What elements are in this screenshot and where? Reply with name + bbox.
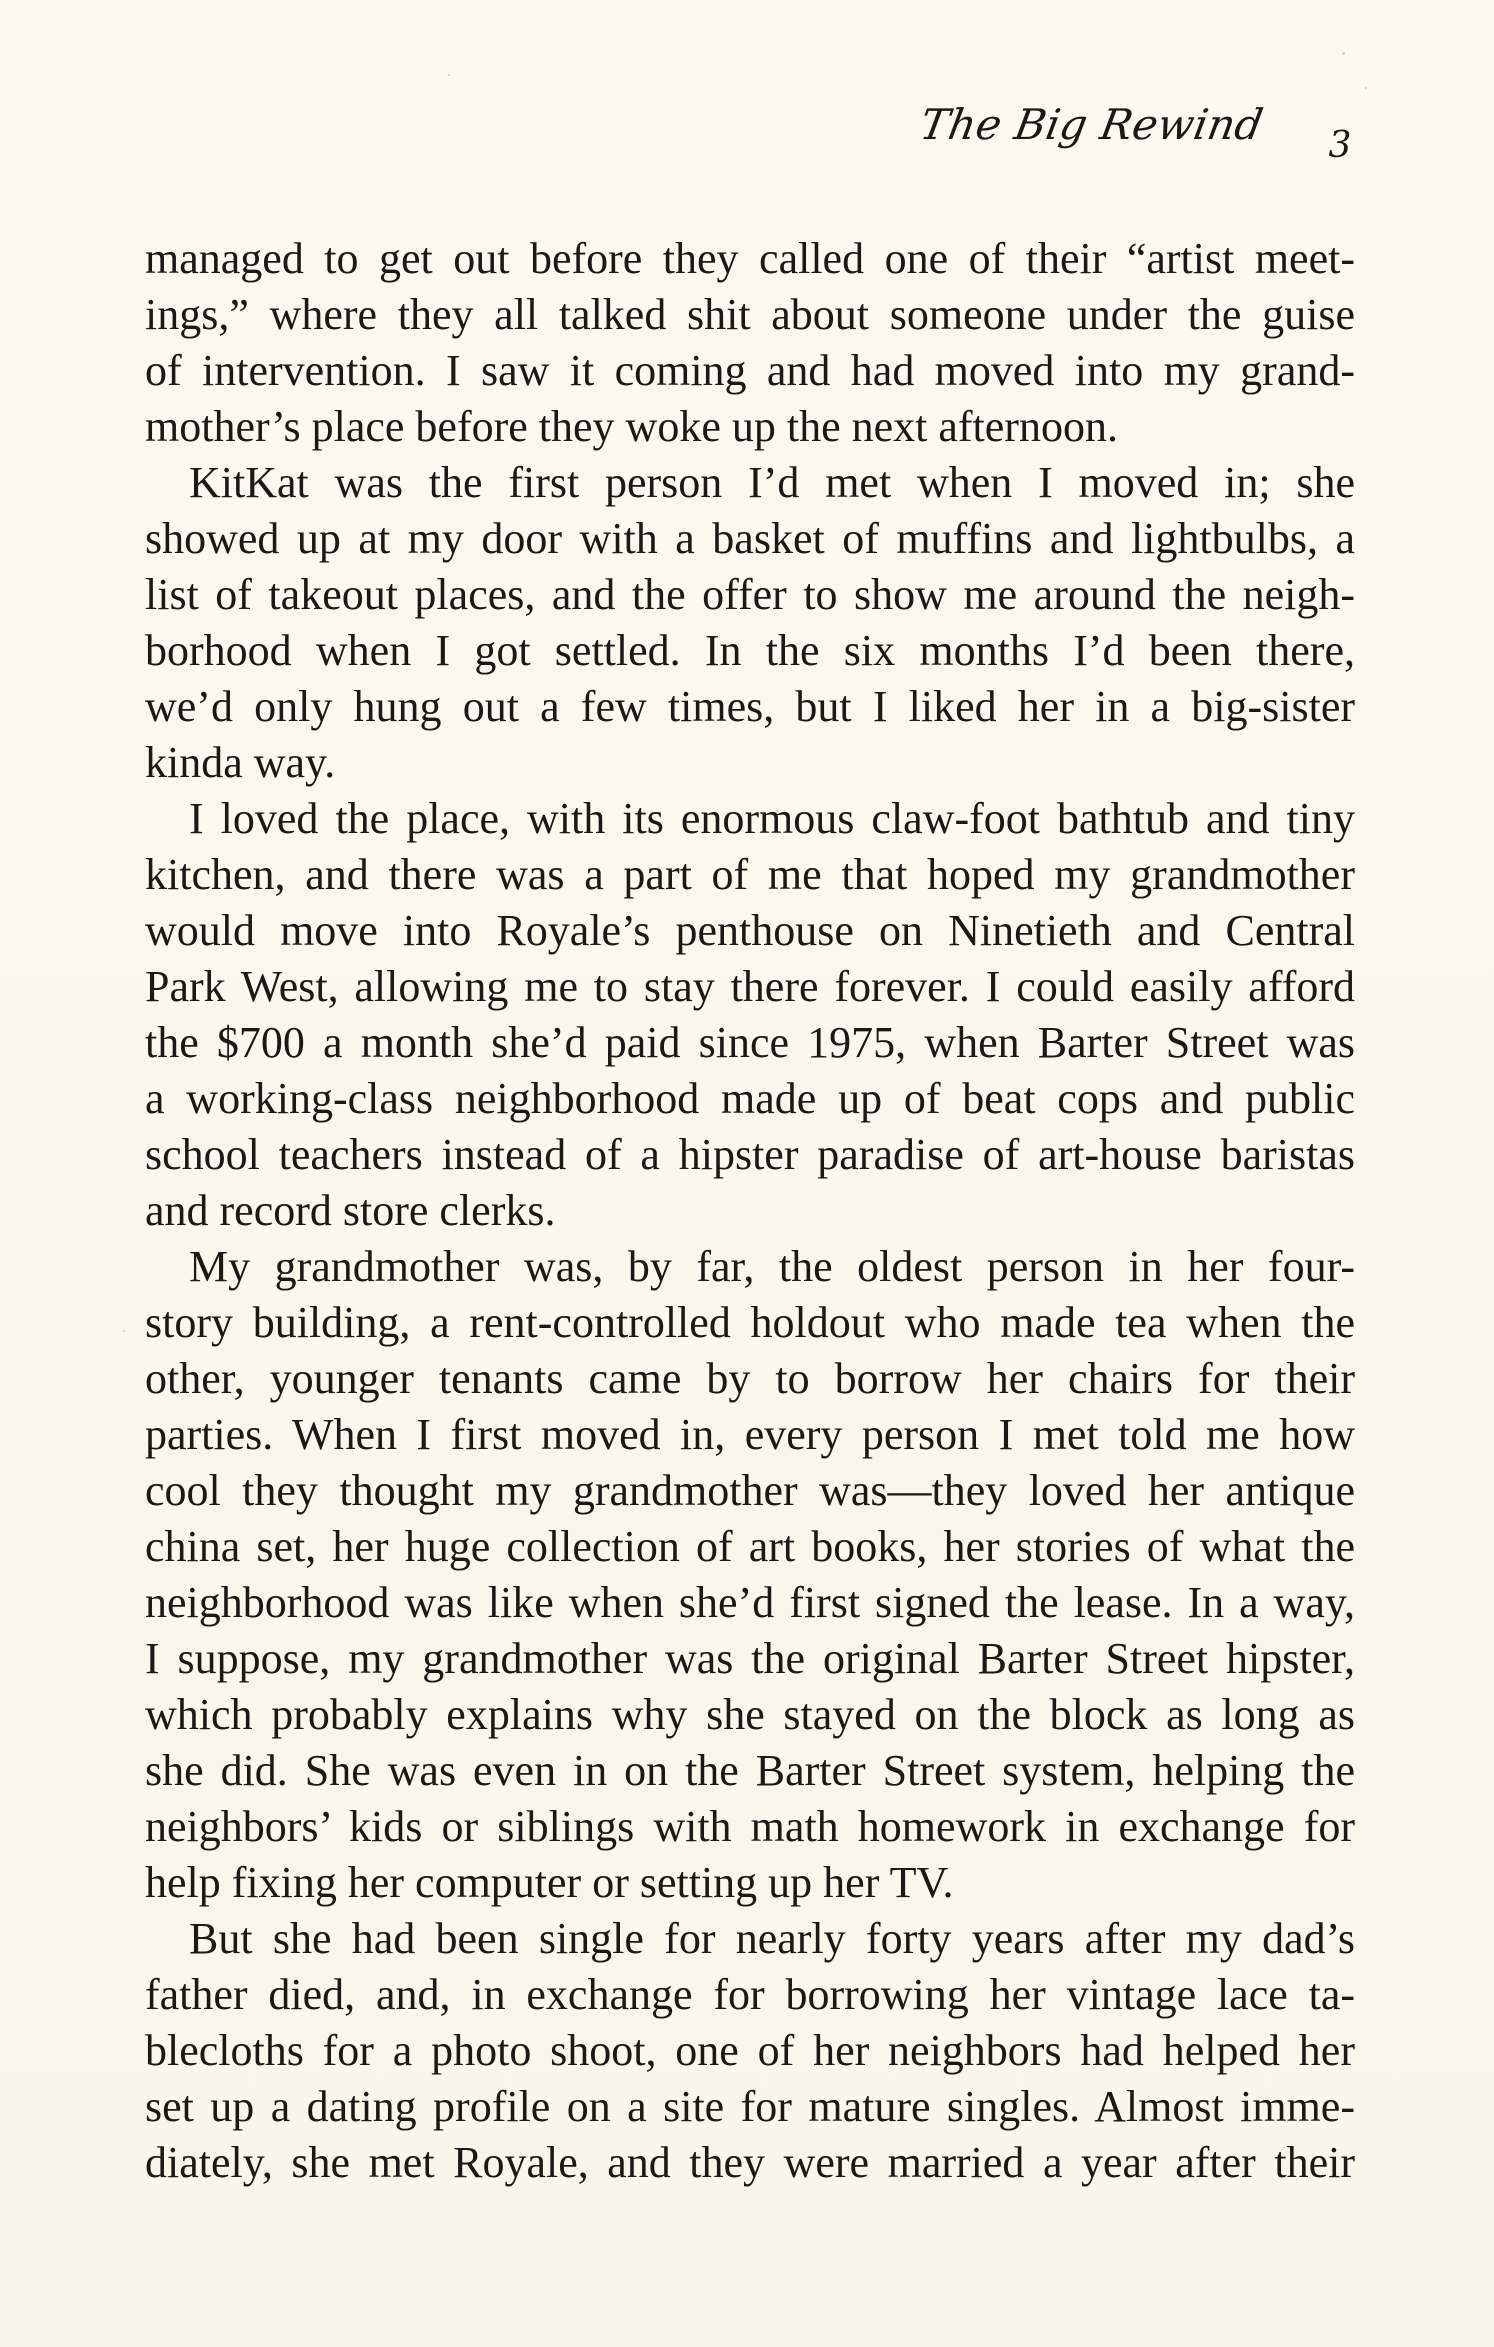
text-line: neighborhood was like when she’d first signed the lease. In a way, (145, 1578, 1355, 1627)
text-line: story building, a rent-controlled holdout who made tea when the (145, 1298, 1355, 1347)
text-line: neighbors’ kids or siblings with math homework in exchange for (145, 1802, 1355, 1851)
paper-speck (1365, 87, 1367, 89)
book-title: The Big Rewind (916, 100, 1267, 149)
text-line: other, younger tenants came by to borrow her chairs for their (145, 1354, 1355, 1403)
text-line: list of takeout places, and the offer to show me around the neigh- (145, 570, 1355, 619)
text-line: managed to get out before they called one of their “artist meet- (145, 234, 1355, 283)
text-line: mother’s place before they woke up the next afternoon. (145, 402, 1118, 451)
text-line: ings,” where they all talked shit about someone under the guise (145, 290, 1355, 339)
text-line: she did. She was even in on the Barter Street system, helping the (145, 1746, 1355, 1795)
paragraph (145, 455, 1355, 791)
text-line: I loved the place, with its enormous claw-foot bathtub and tiny (189, 794, 1355, 843)
body-text (145, 231, 1355, 2231)
text-line: we’d only hung out a few times, but I liked her in a big-sister (145, 682, 1355, 731)
text-line: borhood when I got settled. In the six months I’d been there, (145, 626, 1355, 675)
text-line: My grandmother was, by far, the oldest person in her four- (189, 1242, 1355, 1291)
text-line: of intervention. I saw it coming and had moved into my grand- (145, 346, 1355, 395)
text-line: diately, she met Royale, and they were married a year after their (145, 2138, 1355, 2187)
paragraph (145, 791, 1355, 1239)
text-line: parties. When I first moved in, every person I met told me how (145, 1410, 1355, 1459)
text-line: help fixing her computer or setting up her TV. (145, 1858, 954, 1907)
paragraph (145, 1911, 1355, 2191)
paper-speck (448, 74, 450, 76)
text-line: KitKat was the first person I’d met when I moved in; she (189, 458, 1355, 507)
text-line: the $700 a month she’d paid since 1975, when Barter Street was (145, 1018, 1355, 1067)
text-line: and record store clerks. (145, 1186, 556, 1235)
text-line: showed up at my door with a basket of muffins and lightbulbs, a (145, 514, 1355, 563)
text-line: which probably explains why she stayed on the block as long as (145, 1690, 1355, 1739)
text-line: set up a dating profile on a site for mature singles. Almost imme- (145, 2082, 1355, 2131)
paragraph (145, 231, 1355, 455)
text-line: blecloths for a photo shoot, one of her neighbors had helped her (145, 2026, 1355, 2075)
text-line: I suppose, my grandmother was the original Barter Street hipster, (145, 1634, 1355, 1683)
text-line: a working-class neighborhood made up of beat cops and public (145, 1074, 1355, 1123)
paper-speck (1342, 52, 1345, 55)
text-line: father died, and, in exchange for borrowing her vintage lace ta- (145, 1970, 1355, 2019)
text-line: school teachers instead of a hipster paradise of art-house baristas (145, 1130, 1355, 1179)
text-line: Park West, allowing me to stay there forever. I could easily afford (145, 962, 1355, 1011)
page-number: 3 (1328, 125, 1352, 166)
running-head (0, 100, 1494, 174)
text-line: cool they thought my grandmother was—they loved her antique (145, 1466, 1355, 1515)
paragraph (145, 1239, 1355, 1911)
text-line: would move into Royale’s penthouse on Ninetieth and Central (145, 906, 1355, 955)
paper-speck (123, 1330, 125, 1332)
text-line: china set, her huge collection of art books, her stories of what the (145, 1522, 1355, 1571)
text-line: kinda way. (145, 738, 336, 787)
text-line: But she had been single for nearly forty years after my dad’s (189, 1914, 1355, 1963)
text-line: kitchen, and there was a part of me that hoped my grandmother (145, 850, 1355, 899)
